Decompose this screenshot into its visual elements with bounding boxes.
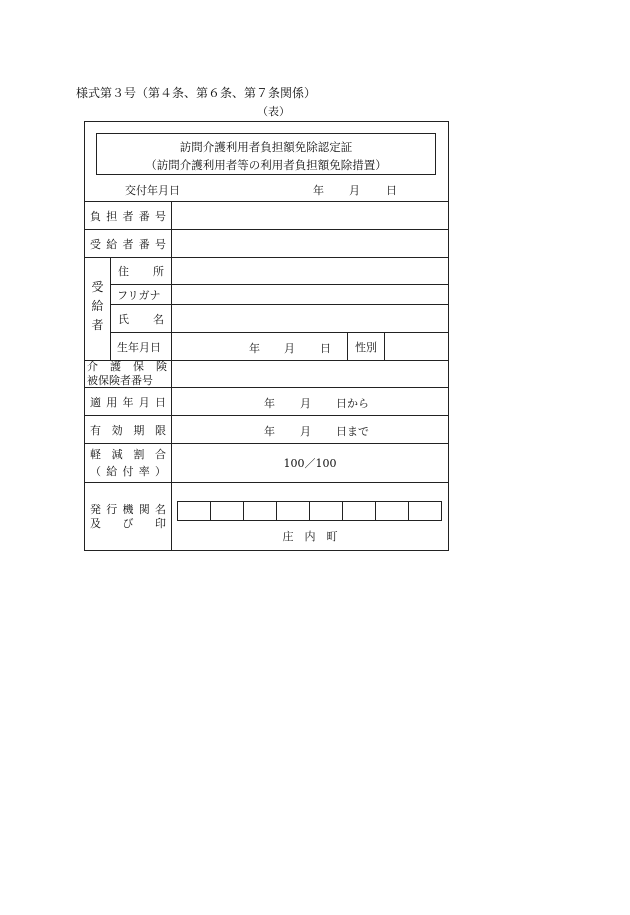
issuer-code-digit[interactable] — [343, 502, 376, 520]
certificate-title: 訪問介護利用者負担額免除認定証 — [179, 140, 353, 154]
insured-number-label: 介 護 保 険 被保険者番号 — [87, 360, 167, 387]
issue-date-day: 日 — [386, 184, 397, 197]
issuer-code-digit[interactable] — [310, 502, 343, 520]
furigana-field[interactable] — [172, 285, 448, 304]
birth-day: 日 — [320, 342, 331, 355]
reduction-rate-value: 100／100 — [283, 457, 337, 470]
valid-month: 月 — [300, 425, 311, 438]
issue-date-year: 年 — [313, 184, 324, 197]
reduction-rate-label: 軽 減 割 合 （ 給 付 率 ） — [90, 448, 166, 478]
applicable-date-label: 適 用 年 月 日 — [90, 395, 166, 409]
issuer-code-digit[interactable] — [178, 502, 211, 520]
furigana-label: フリガナ — [117, 288, 161, 302]
form-number: 様式第３号（第４条、第６条、第７条関係） — [76, 86, 317, 100]
applicable-year: 年 — [264, 397, 275, 410]
valid-period-label: 有 効 期 限 — [90, 423, 166, 437]
burden-number-label: 負 担 者 番 号 — [90, 209, 166, 223]
recipient-number-field[interactable] — [172, 230, 448, 257]
applicable-month: 月 — [300, 397, 311, 410]
issuer-label: 発 行 機 関 名 及 び 印 — [90, 503, 166, 530]
birth-month: 月 — [284, 342, 295, 355]
burden-number-field[interactable] — [172, 202, 448, 229]
issuer-code-digit[interactable] — [409, 502, 441, 520]
certificate-subtitle: （訪問介護利用者等の利用者負担額免除措置） — [145, 158, 387, 172]
name-field[interactable] — [172, 305, 448, 332]
gender-field[interactable] — [385, 333, 448, 360]
address-label: 住 所 — [118, 265, 164, 278]
issue-date-month: 月 — [349, 184, 360, 197]
issuer-code-digit[interactable] — [376, 502, 409, 520]
issue-date-label: 交付年月日 — [125, 184, 180, 197]
birth-date-label: 生年月日 — [117, 340, 161, 354]
valid-day: 日まで — [336, 425, 369, 438]
form-side-label: （表） — [257, 105, 290, 118]
issuer-code-boxes — [177, 501, 442, 521]
recipient-number-label: 受 給 者 番 号 — [90, 237, 166, 251]
gender-label: 性別 — [355, 340, 377, 354]
issuer-code-digit[interactable] — [277, 502, 310, 520]
address-field[interactable] — [172, 258, 448, 284]
birth-year: 年 — [249, 342, 260, 355]
valid-year: 年 — [264, 425, 275, 438]
applicable-day: 日から — [336, 397, 369, 410]
issuer-code-digit[interactable] — [211, 502, 244, 520]
issuer-code-digit[interactable] — [244, 502, 277, 520]
issuer-town-name: 庄 内 町 — [282, 530, 338, 543]
name-label: 氏 名 — [118, 312, 164, 326]
recipient-group-label: 受 給 者 — [91, 280, 104, 332]
insured-number-field[interactable] — [172, 361, 448, 387]
